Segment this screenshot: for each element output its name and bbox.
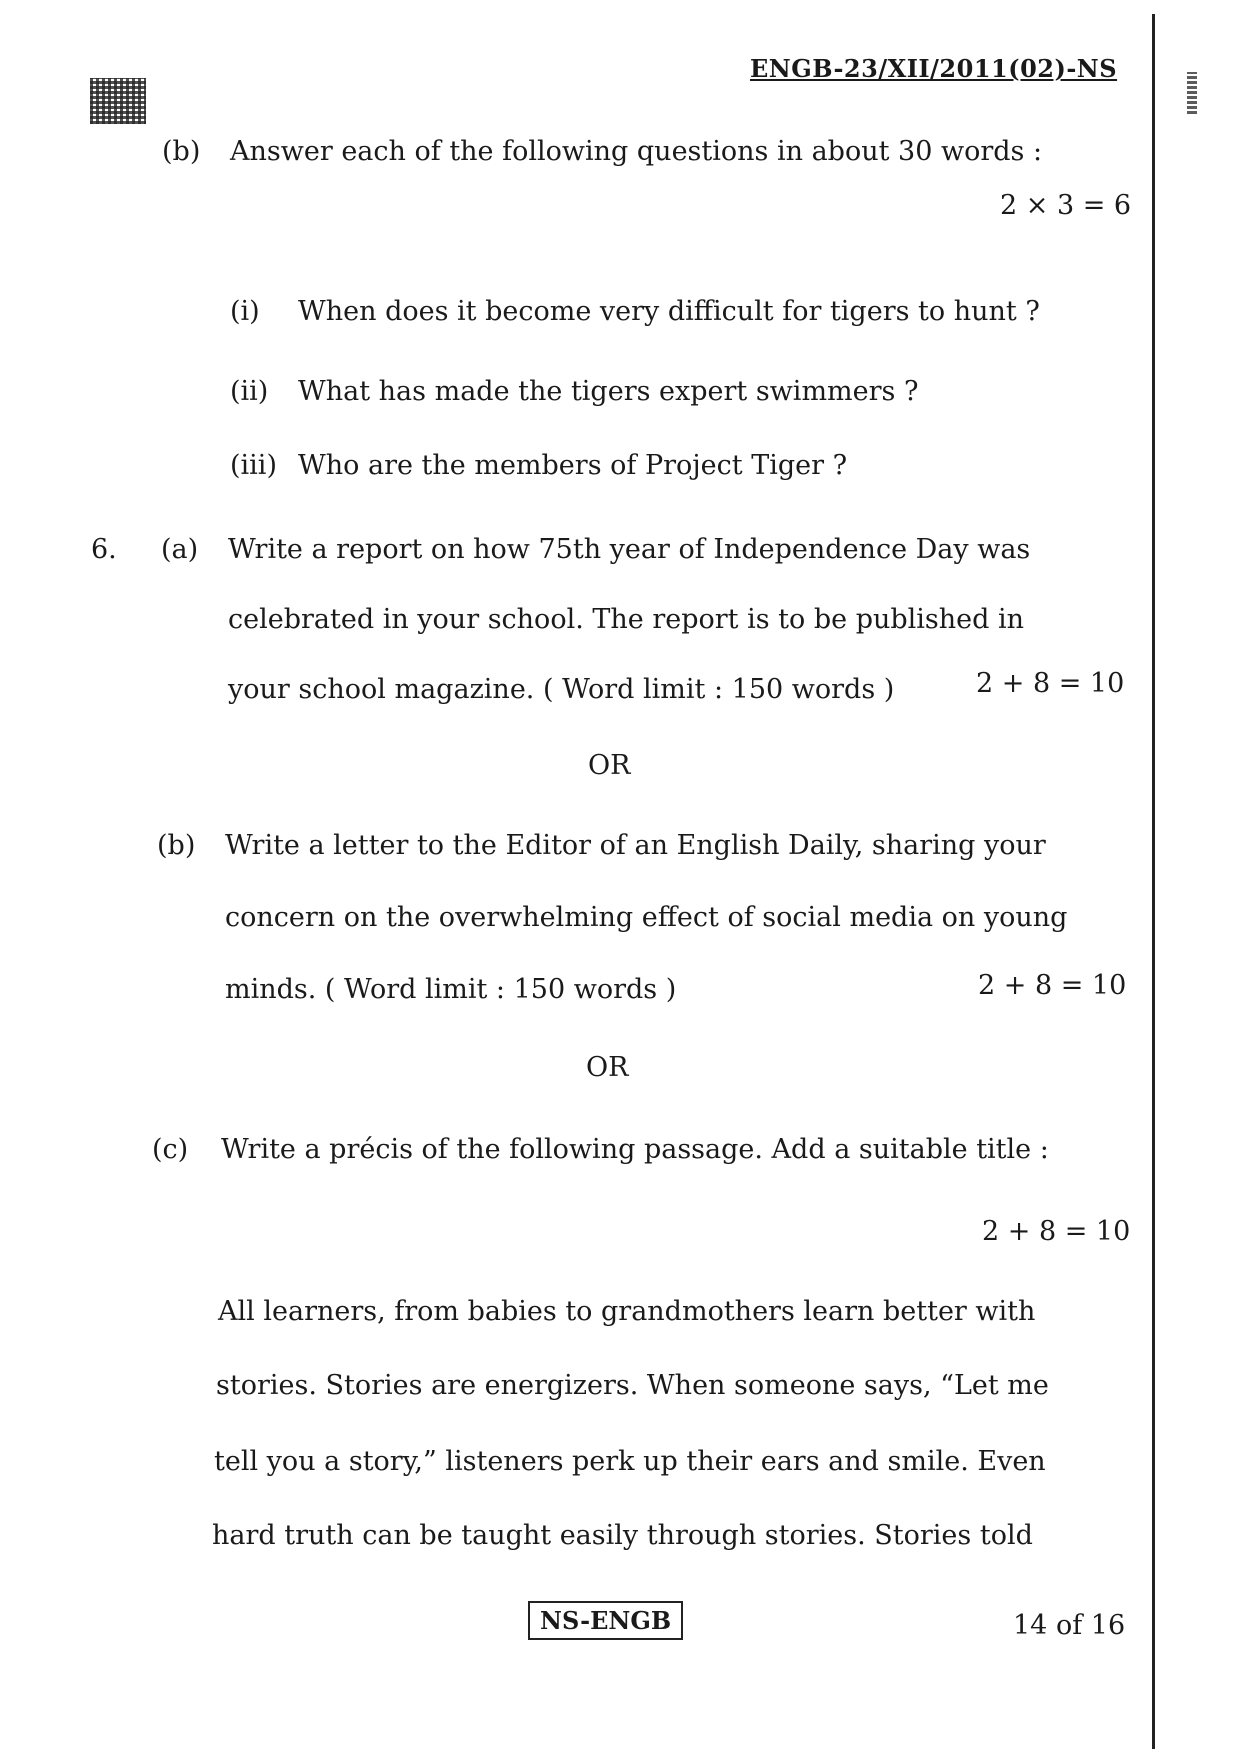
q6c-instruction: Write a précis of the following passage. Add a suitable title :	[221, 1134, 1049, 1165]
qr-code-icon	[90, 78, 146, 124]
q5b-marks: 2 × 3 = 6	[1000, 190, 1132, 221]
passage-line: stories. Stories are energizers. When someone says, “Let me	[216, 1370, 1049, 1401]
q5b-item-label: (i)	[230, 296, 260, 327]
q6b-line: minds. ( Word limit : 150 words )	[225, 974, 677, 1005]
passage-line: tell you a story,” listeners perk up their ears and smile. Even	[214, 1446, 1046, 1477]
q5b-item-text: Who are the members of Project Tiger ?	[298, 450, 848, 481]
or-separator: OR	[588, 750, 631, 781]
page-edge-line	[1152, 14, 1155, 1749]
q5b-item-text: What has made the tigers expert swimmers ?	[298, 376, 919, 407]
q6-number: 6.	[91, 534, 117, 565]
barcode-icon	[1187, 72, 1197, 114]
q5b-item-label: (iii)	[230, 450, 277, 481]
q5b-item-label: (ii)	[230, 376, 269, 407]
footer-code-box: NS-ENGB	[528, 1601, 683, 1640]
q6a-line: Write a report on how 75th year of Independence Day was	[228, 534, 1031, 565]
q5b-item-text: When does it become very difficult for tigers to hunt ?	[298, 296, 1040, 327]
q6b-marks: 2 + 8 = 10	[978, 970, 1127, 1001]
q6b-label: (b)	[157, 830, 196, 861]
passage-line: All learners, from babies to grandmothers learn better with	[218, 1296, 1036, 1327]
page-number: 14 of 16	[1013, 1610, 1126, 1641]
q6a-line: celebrated in your school. The report is to be published in	[228, 604, 1025, 635]
q6b-line: concern on the overwhelming effect of social media on young	[225, 902, 1068, 933]
q6b-line: Write a letter to the Editor of an English Daily, sharing your	[225, 830, 1046, 861]
q5b-instruction: Answer each of the following questions in about 30 words :	[230, 136, 1043, 167]
passage-line: hard truth can be taught easily through stories. Stories told	[212, 1520, 1033, 1551]
q6c-label: (c)	[152, 1134, 189, 1165]
q6c-marks: 2 + 8 = 10	[982, 1216, 1131, 1247]
q5b-label: (b)	[162, 136, 201, 167]
paper-code-header: ENGB-23/XII/2011(02)-NS	[750, 54, 1118, 83]
or-separator: OR	[586, 1052, 629, 1083]
q6a-label: (a)	[161, 534, 199, 565]
q6a-line: your school magazine. ( Word limit : 150 words )	[228, 674, 895, 705]
q6a-marks: 2 + 8 = 10	[976, 668, 1125, 699]
